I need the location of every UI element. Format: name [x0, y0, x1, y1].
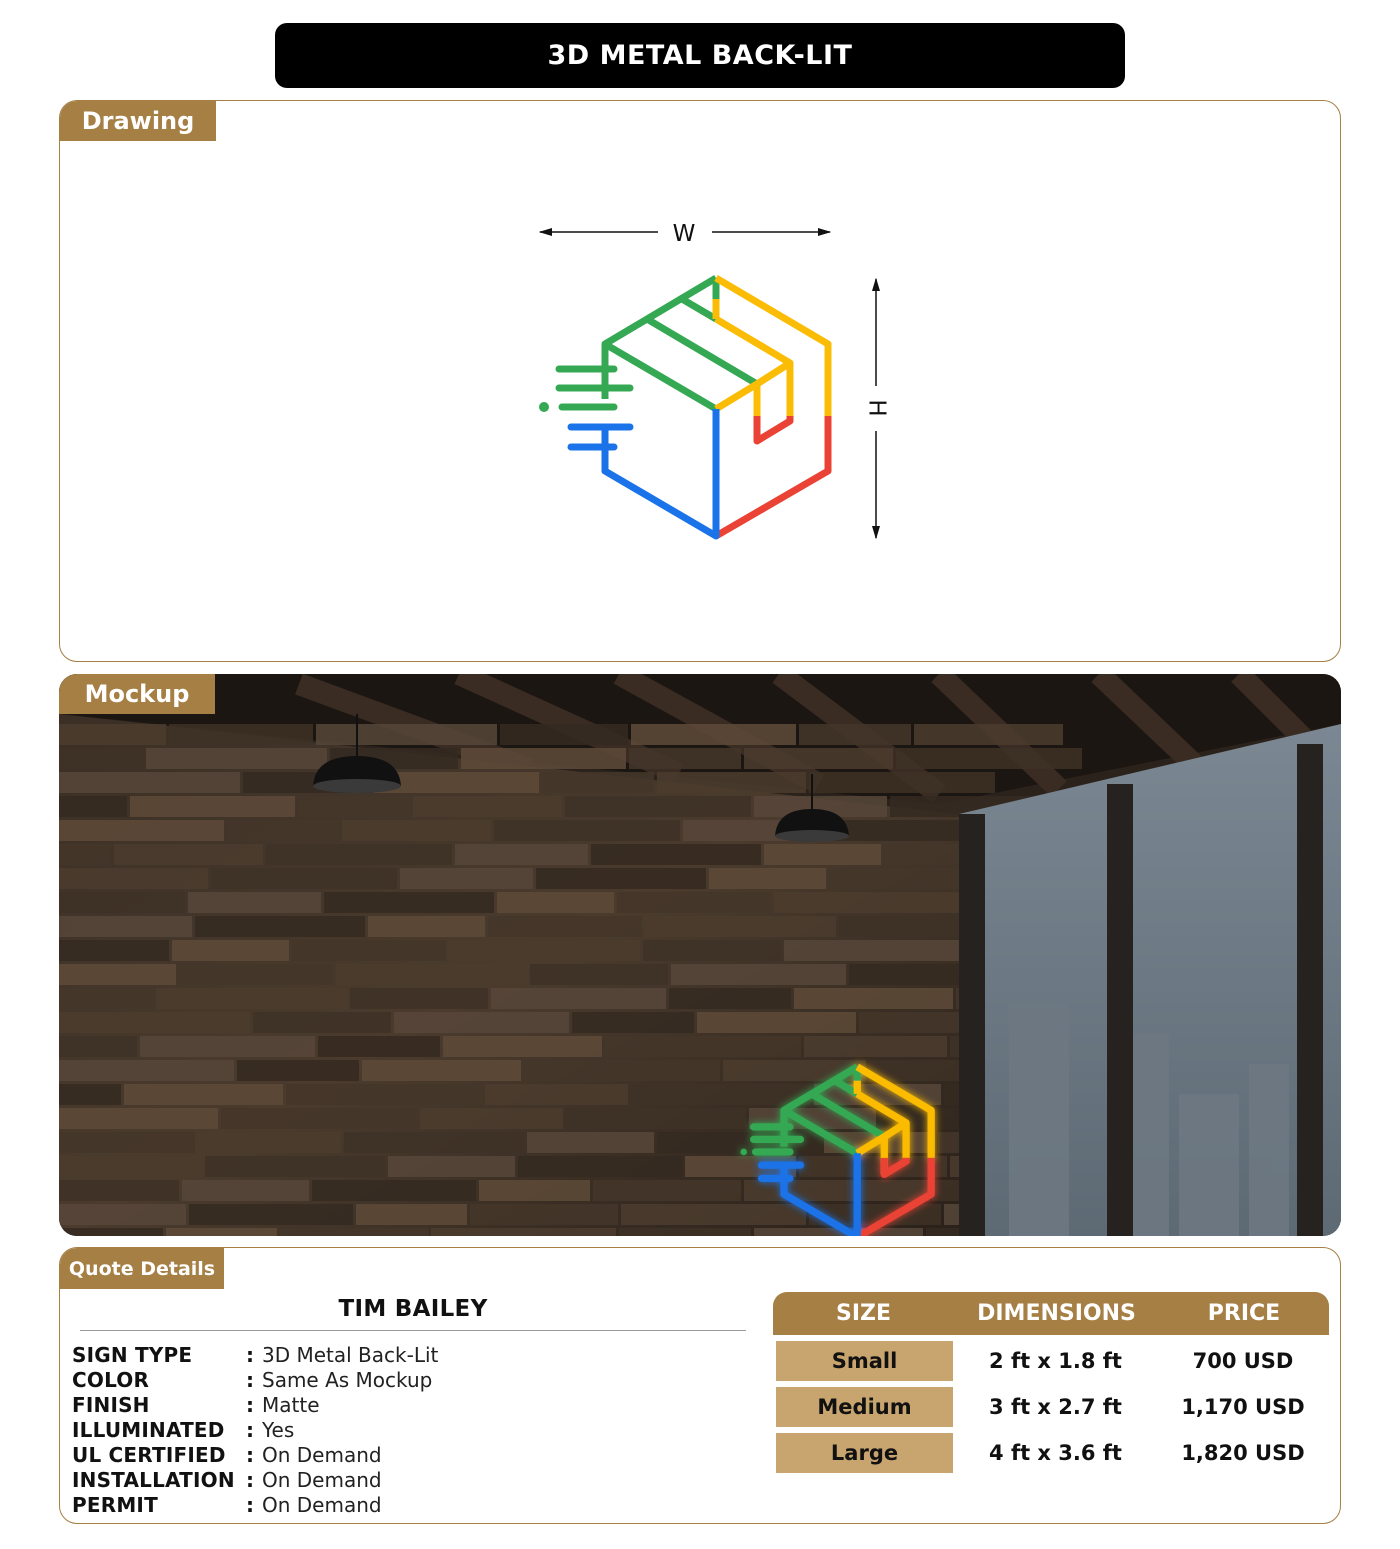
wall-stone	[205, 1156, 385, 1177]
wall-stone	[617, 892, 771, 913]
wall-stone	[671, 964, 846, 985]
spec-value: On Demand	[262, 1492, 382, 1517]
wall-stone	[394, 1012, 569, 1033]
wall-stone	[443, 1036, 602, 1057]
speed-dot	[539, 402, 549, 412]
wall-stone	[536, 868, 706, 889]
spec-row: PERMIT : On Demand	[72, 1492, 382, 1517]
price-cell: 1,820 USD	[1181, 1441, 1305, 1465]
wall-stone	[59, 940, 169, 961]
width-dimension-arrow	[540, 221, 830, 247]
wall-stone	[631, 724, 796, 745]
wall-stone	[799, 724, 911, 745]
price-cell: 700 USD	[1192, 1349, 1294, 1373]
wall-stone	[431, 1228, 616, 1236]
spec-label: INSTALLATION	[72, 1467, 235, 1492]
wall-stone	[324, 892, 494, 913]
wall-stone	[59, 1156, 202, 1177]
spec-label: COLOR	[72, 1367, 150, 1392]
wall-stone	[527, 1132, 654, 1153]
quote-tab: Quote Details	[60, 1248, 224, 1289]
wall-stone	[114, 844, 263, 865]
wall-stone	[130, 796, 295, 817]
wall-stone	[470, 1204, 618, 1225]
width-label: W	[672, 221, 696, 247]
wall-stone	[524, 1060, 720, 1081]
wall-stone	[59, 1108, 218, 1129]
wall-stone	[500, 724, 628, 745]
spec-label: ILLUMINATED	[72, 1417, 225, 1442]
logo-stroke	[757, 416, 790, 441]
wall-stone	[485, 1084, 628, 1105]
wall-stone	[669, 988, 791, 1009]
wall-stone	[59, 1228, 163, 1236]
table-row	[773, 1341, 1329, 1381]
wall-stone	[312, 1180, 476, 1201]
wall-stone	[350, 988, 488, 1009]
dimensions-cell: 2 ft x 1.8 ft	[989, 1349, 1122, 1373]
height-label: H	[863, 399, 890, 417]
wall-stone	[188, 892, 321, 913]
header-size: SIZE	[835, 1301, 891, 1326]
wall-stone	[565, 796, 751, 817]
wall-stone	[189, 1204, 353, 1225]
spec-value: Same As Mockup	[262, 1367, 433, 1392]
wall-stone	[198, 1132, 341, 1153]
wall-stone	[799, 1156, 947, 1177]
wall-stone	[59, 724, 166, 745]
wall-stone	[400, 868, 533, 889]
wall-stone	[420, 1108, 563, 1129]
drawing-tab: Drawing	[60, 101, 216, 141]
wall-stone	[631, 1084, 811, 1105]
spec-label: UL CERTIFIED	[72, 1442, 226, 1467]
logo-stroke	[682, 299, 716, 319]
wall-stone	[59, 1132, 195, 1153]
wall-stone	[59, 892, 185, 913]
header-price: PRICE	[1207, 1301, 1281, 1326]
size-cell: Large	[776, 1433, 953, 1473]
wall-stone	[461, 748, 626, 769]
size-cell: Medium	[776, 1387, 953, 1427]
wall-stone	[413, 796, 562, 817]
wall-stone	[657, 772, 806, 793]
wall-stone	[342, 820, 491, 841]
wall-stone	[344, 1132, 524, 1153]
wall-stone	[59, 1012, 250, 1033]
wall-stone	[572, 1012, 694, 1033]
wall-stone	[280, 1228, 428, 1236]
speed-dot	[740, 1149, 747, 1156]
quote-panel	[59, 1247, 1341, 1524]
wall-stone	[59, 820, 224, 841]
spec-value: On Demand	[262, 1442, 382, 1467]
wall-stone	[292, 940, 446, 961]
mockup-panel	[59, 674, 1341, 1236]
spec-value: 3D Metal Back-Lit	[262, 1342, 439, 1367]
dimensions-cell: 4 ft x 3.6 ft	[989, 1441, 1122, 1465]
spec-row: COLOR : Same As Mockup	[72, 1367, 433, 1392]
wall-stone	[221, 1108, 417, 1129]
wall-stone	[491, 988, 666, 1009]
wall-stone	[804, 1036, 947, 1057]
wall-stone	[59, 772, 240, 793]
wall-stone	[59, 1060, 234, 1081]
wall-stone	[494, 820, 680, 841]
dimensions-cell: 3 ft x 2.7 ft	[989, 1395, 1122, 1419]
wall-stone	[59, 1036, 137, 1057]
wall-stone	[839, 916, 977, 937]
spec-row: INSTALLATION : On Demand	[72, 1467, 382, 1492]
wall-stone	[744, 748, 893, 769]
wall-stone	[59, 1180, 179, 1201]
spec-row: SIGN TYPE : 3D Metal Back-Lit	[72, 1342, 439, 1367]
wall-stone	[356, 1204, 467, 1225]
wall-stone	[182, 1180, 309, 1201]
divider	[80, 1330, 746, 1331]
wall-stone	[179, 964, 333, 985]
wall-stone	[59, 916, 192, 937]
wall-stone	[166, 1228, 277, 1236]
wall-stone	[849, 964, 971, 985]
height-dimension-arrow	[864, 279, 890, 538]
wall-stone	[764, 844, 881, 865]
mockup-scene-image	[59, 674, 1341, 1236]
wall-stone	[59, 964, 176, 985]
wall-stone	[455, 844, 588, 865]
wall-stone	[709, 868, 826, 889]
wall-stone	[124, 1084, 283, 1105]
wall-stone	[368, 916, 485, 937]
wall-stone	[784, 940, 959, 961]
wall-stone	[809, 772, 995, 793]
spec-value: On Demand	[262, 1467, 382, 1492]
wall-stone	[146, 748, 327, 769]
price-table	[773, 1292, 1329, 1473]
table-row	[773, 1387, 1329, 1427]
wall-stone	[59, 1204, 186, 1225]
wall-stone	[896, 748, 1082, 769]
wall-stone	[449, 940, 640, 961]
price-table-header	[773, 1292, 1329, 1335]
drawing-canvas	[60, 101, 1341, 662]
wall-stone	[59, 988, 153, 1009]
wall-stone	[629, 748, 741, 769]
wall-stone	[530, 964, 668, 985]
price-cell: 1,170 USD	[1181, 1395, 1305, 1419]
spec-row: ILLUMINATED : Yes	[72, 1417, 295, 1442]
wall-stone	[156, 988, 347, 1009]
box-logo-icon	[539, 278, 828, 536]
wall-stone	[744, 1180, 929, 1201]
wall-stone	[336, 964, 527, 985]
logo-stroke	[716, 384, 757, 441]
page-title: 3D METAL BACK-LIT	[275, 23, 1125, 88]
size-cell: Small	[776, 1341, 953, 1381]
wall-stone	[227, 820, 339, 841]
wall-stone	[362, 1060, 521, 1081]
spec-label: FINISH	[72, 1392, 150, 1417]
wall-stone	[286, 1084, 482, 1105]
wall-stone	[774, 892, 965, 913]
wall-stone	[298, 796, 410, 817]
wall-stone	[542, 772, 654, 793]
wall-stone	[59, 1084, 121, 1105]
table-row	[773, 1433, 1329, 1473]
wall-stone	[59, 844, 111, 865]
wall-stone	[619, 1228, 751, 1236]
wall-stone	[140, 1036, 315, 1057]
wall-stone	[266, 844, 452, 865]
wall-stone	[566, 1108, 746, 1129]
wall-stone	[479, 1180, 590, 1201]
spec-value: Yes	[262, 1417, 295, 1442]
mockup-tab: Mockup	[59, 674, 215, 714]
spec-value: Matte	[262, 1392, 320, 1417]
wall-stone	[645, 916, 836, 937]
wall-stone	[497, 892, 614, 913]
wall-stone	[518, 1156, 682, 1177]
wall-stone	[388, 1156, 515, 1177]
logo-stroke	[757, 363, 790, 384]
client-name: TIM BAILEY	[338, 1296, 488, 1322]
wall-stone	[169, 724, 313, 745]
wall-stone	[59, 868, 208, 889]
wall-stone	[59, 748, 143, 769]
header-dimensions: DIMENSIONS	[977, 1301, 1136, 1326]
wall-stone	[316, 724, 497, 745]
spec-label: PERMIT	[72, 1492, 158, 1517]
wall-stone	[697, 1012, 856, 1033]
wall-stone	[605, 1036, 801, 1057]
wall-stone	[914, 724, 1063, 745]
wall-stone	[237, 1060, 359, 1081]
spec-row: UL CERTIFIED : On Demand	[72, 1442, 382, 1467]
wall-stone	[253, 1012, 391, 1033]
wall-stone	[318, 1036, 440, 1057]
spec-list	[72, 1342, 438, 1517]
drawing-panel	[59, 100, 1341, 662]
wall-stone	[643, 940, 781, 961]
spec-label: SIGN TYPE	[72, 1342, 193, 1367]
wall-stone	[794, 988, 953, 1009]
spec-row: FINISH : Matte	[72, 1392, 320, 1417]
wall-stone	[172, 940, 289, 961]
wall-stone	[211, 868, 397, 889]
wall-stone	[488, 916, 642, 937]
wall-stone	[591, 844, 761, 865]
wall-stone	[59, 796, 127, 817]
wall-stone	[195, 916, 365, 937]
wall-stone	[621, 1204, 806, 1225]
wall-stone	[593, 1180, 741, 1201]
